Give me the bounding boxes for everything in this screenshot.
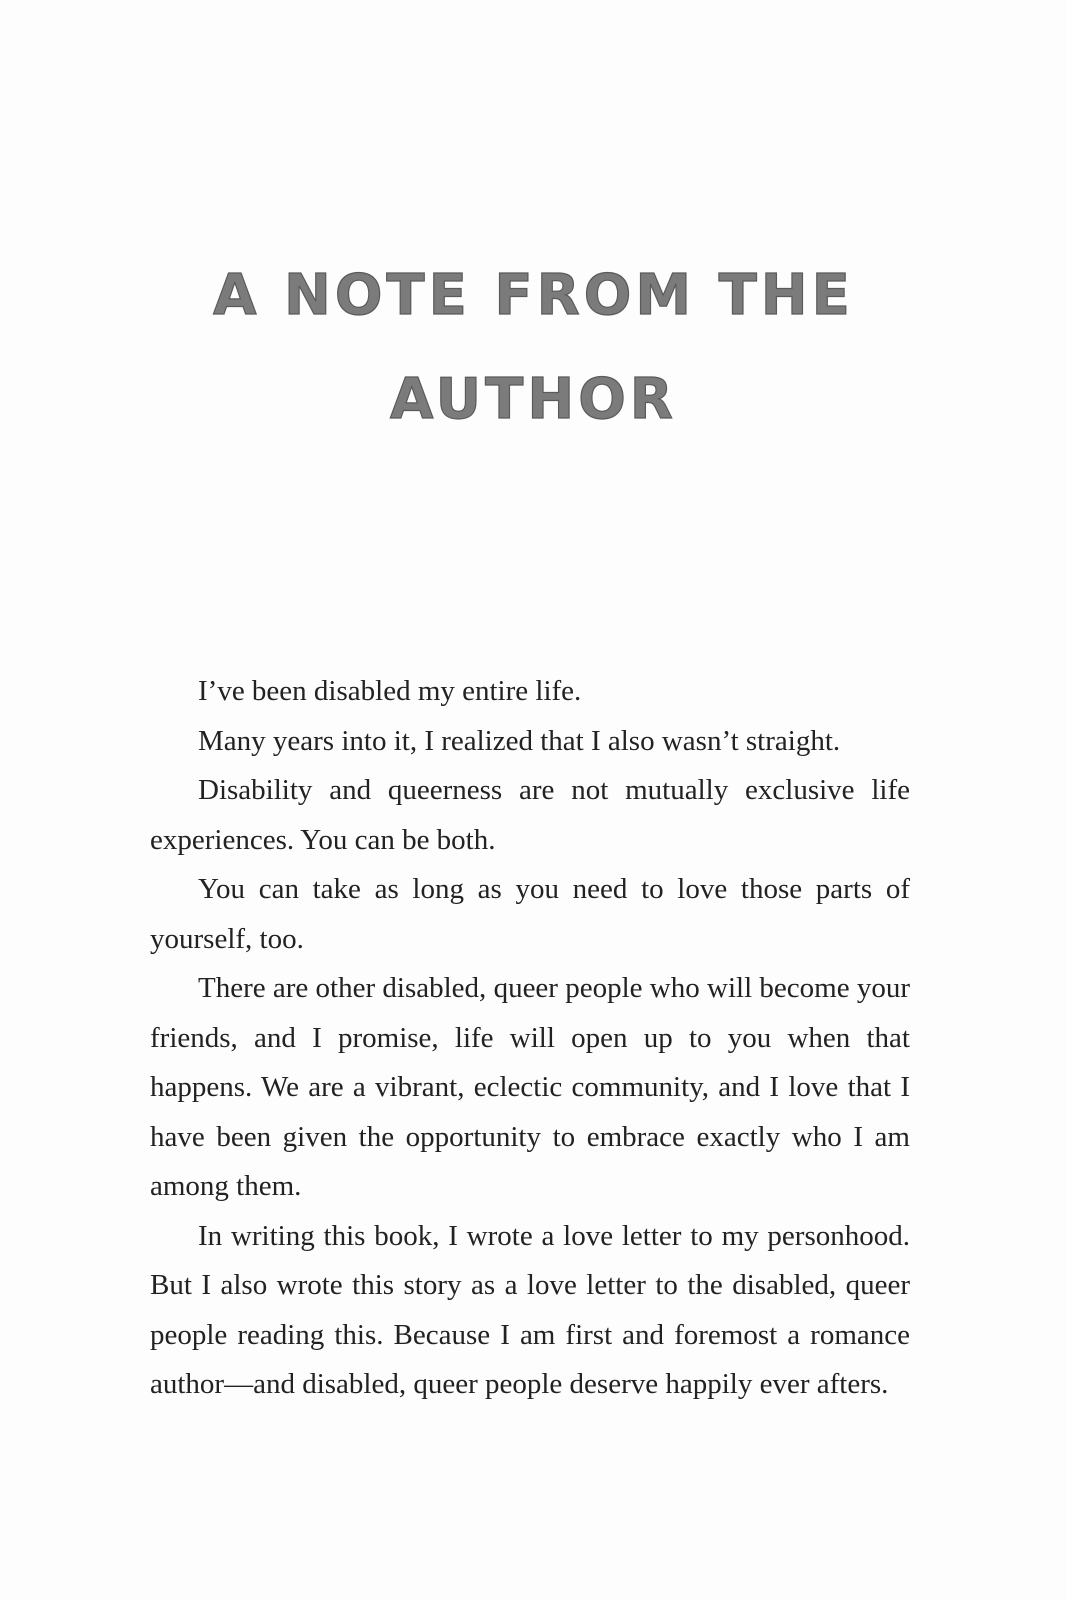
paragraph: Many years into it, I realized that I also wasn’t straight. <box>198 724 841 757</box>
paragraph: Disability and queerness are not mutually exclusive life experiences. You can be both. <box>150 774 910 856</box>
paragraph: I’ve been disabled my entire life. <box>198 675 582 707</box>
chapter-title <box>0 244 1067 452</box>
chapter-title-line-2: AUTHOR <box>390 367 677 432</box>
paragraph: There are other disabled, queer people who will become your friends, and I promise, life will open up to you when that happens. We are a vibrant, eclectic community, and I love that I have been given the opportunity to embrace exactly who I am among them. <box>150 972 910 1202</box>
chapter-title-line-1: A NOTE FROM THE <box>213 263 854 328</box>
paragraph: In writing this book, I wrote a love letter to my personhood. But I also wrote this story as a love letter to the disabled, queer people reading this. Because I am first and foremost a romance author—and disabled, queer people deserve happily ever afters. <box>150 1219 910 1400</box>
body-text <box>150 667 910 1410</box>
paragraph: You can take as long as you need to love those parts of yourself, too. <box>150 873 910 955</box>
